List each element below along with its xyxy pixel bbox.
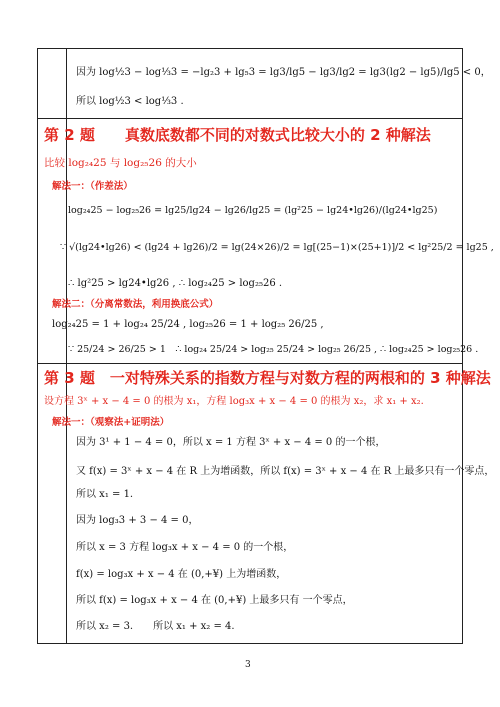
s3-line-3: 所以 x₁ = 1. — [76, 489, 134, 500]
s2-m2-line1: log₂₄25 = 1 + log₂₄ 25/24 , log₂₅26 = 1 + log₂₅ 26/25 , — [52, 319, 324, 330]
s3-line-2: 又 f(x) = 3ˣ + x − 4 在 R 上为增函数，所以 f(x) = 3ˣ + x − 4 在 R 上最多只有一个零点， — [76, 466, 495, 477]
s3-problem: 设方程 3ˣ + x − 4 = 0 的根为 x₁，方程 log₃x + x − 4 = 0 的根为 x₂，求 x₁ + x₂. — [44, 396, 424, 407]
s1-line2: 所以 log½3 < log⅓3 . — [76, 96, 184, 107]
s2-m1-line3: ∴ lg²25 > lg24•lg26 , ∴ log₂₄25 > log₂₅26 . — [68, 278, 283, 289]
s2-method2-label: 解法二：（分离常数法，利用换底公式） — [52, 299, 219, 310]
s3-method1-label: 解法一：（观察法+证明法） — [52, 417, 170, 428]
s3-line-7: 所以 f(x) = log₃x + x − 4 在 (0,+¥) 上最多只有 一个零点， — [76, 595, 353, 606]
s3-heading: 第 3 题 一对特殊关系的指数方程与对数方程的两根和的 3 种解法 — [44, 369, 491, 387]
s1-line1: 因为 log½3 − log⅓3 = −lg₂3 + lg₅3 = lg3/lg5 − lg3/lg2 = lg3(lg2 − lg5)/lg5 < 0， — [76, 67, 491, 78]
s3-line-5: 所以 x = 3 方程 log₃x + x − 4 = 0 的一个根， — [76, 542, 294, 553]
s2-m1-line1: log₂₄25 − log₂₅26 = lg25/lg24 − lg26/lg25 = (lg²25 − lg24•lg26)/(lg24•lg25) — [68, 205, 438, 216]
s3-line-6: f(x) = log₃x + x − 4 在 (0,+¥) 上为增函数， — [76, 569, 287, 580]
s2-m2-line2: ∵ 25/24 > 26/25 > 1 ∴ log₂₄ 25/24 > log₂₅ 25/24 > log₂₅ 26/25 , ∴ log₂₄25 > log₂₅26 . — [68, 344, 479, 355]
s3-line-8: 所以 x₂ = 3. 所以 x₁ + x₂ = 4. — [76, 621, 235, 632]
row-divider-2 — [37, 363, 463, 364]
s2-heading: 第 2 题 真数底数都不同的对数式比较大小的 2 种解法 — [44, 126, 431, 144]
s2-problem: 比较 log₂₄25 与 log₂₅26 的大小 — [44, 157, 197, 169]
row-divider-1 — [37, 118, 463, 119]
page-number: 3 — [245, 660, 251, 670]
s2-m1-line2: ∵ √(lg24•lg26) < (lg24 + lg26)/2 = lg(24×26)/2 = lg[(25−1)×(25+1)]/2 < lg²25/2 = lg25 , — [60, 242, 494, 253]
s2-method1-label: 解法一：（作差法） — [52, 181, 133, 192]
s3-line-1: 因为 3¹ + 1 − 4 = 0，所以 x = 1 方程 3ˣ + x − 4 = 0 的一个根， — [76, 437, 386, 448]
s3-line-4: 因为 log₃3 + 3 − 4 = 0， — [76, 515, 199, 526]
